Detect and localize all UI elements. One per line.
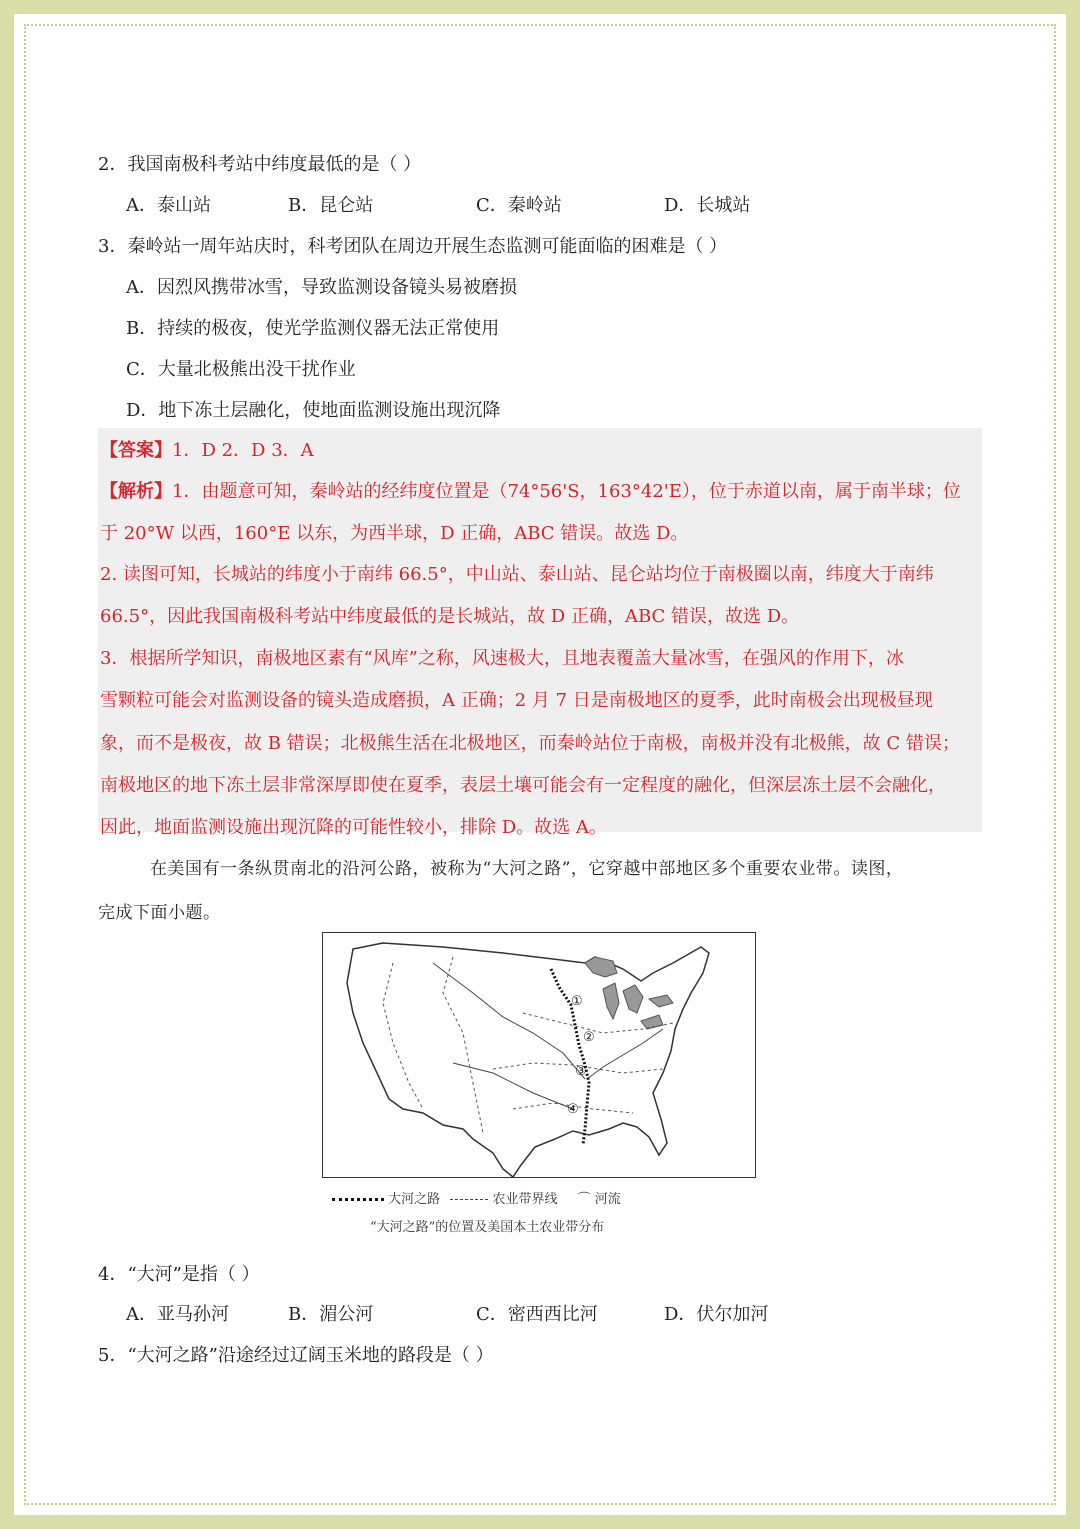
q4-stem: 4．“大河”是指（ ） — [98, 1264, 260, 1285]
legend-road-swatch — [332, 1198, 384, 1201]
map-caption: “大河之路”的位置及美国本土农业带分布 — [370, 1220, 605, 1235]
legend-road-label: 大河之路 — [388, 1192, 441, 1207]
river-arkansas — [453, 1063, 573, 1109]
analysis-line-3: 2. 读图可知，长城站的纬度小于南纬 66.5°，中山站、泰山站、昆仑站均位于南极圈以南，纬度大于南纬 — [100, 564, 934, 585]
analysis-line-5: 3．根据所学知识，南极地区素有“风库”之称，风速极大，且地表覆盖大量冰雪，在强风的作用下，冰 — [100, 648, 904, 669]
q2-stem: 2．我国南极科考站中纬度最低的是（ ） — [98, 154, 422, 175]
legend-boundary-swatch — [450, 1199, 488, 1200]
q4-option-b: B．湄公河 — [288, 1304, 374, 1325]
marker-3: ③ — [575, 1064, 587, 1079]
marker-4: ④ — [567, 1102, 579, 1117]
analysis-line-8: 南极地区的地下冻土层非常深厚即使在夏季，表层土壤可能会有一定程度的融化，但深层冻土层不会融化， — [100, 775, 946, 796]
answer-text: 1．D 2．D 3．A — [172, 440, 314, 461]
analysis-line-9: 因此，地面监测设施出现沉降的可能性较小，排除 D。故选 A。 — [100, 817, 607, 838]
river-legend-icon: ⌒ — [577, 1192, 591, 1207]
analysis-label: 【解析】 — [100, 481, 172, 502]
q3-option-a: A．因烈风携带冰雪，导致监测设备镜头易被磨损 — [126, 277, 517, 298]
answer-line — [100, 436, 314, 462]
legend-river-label: 河流 — [594, 1192, 621, 1207]
q2-option-a: A．泰山站 — [126, 195, 211, 216]
map-legend — [332, 1188, 621, 1207]
q2-option-b: B．昆仑站 — [288, 195, 374, 216]
agri-boundary-2 — [443, 957, 483, 1133]
q5-stem: 5．“大河之路”沿途经过辽阔玉米地的路段是（ ） — [98, 1345, 494, 1366]
marker-2: ② — [583, 1030, 595, 1045]
analysis-line-2: 于 20°W 以西，160°E 以东，为西半球，D 正确，ABC 错误。故选 D。 — [100, 523, 689, 544]
q3-option-d: D．地下冻土层融化，使地面监测设施出现沉降 — [126, 400, 501, 421]
river-ohio — [587, 1029, 663, 1079]
analysis-line-4: 66.5°，因此我国南极科考站中纬度最低的是长城站，故 D 正确，ABC 错误，故选 D。 — [100, 606, 800, 627]
intro-line-2: 完成下面小题。 — [98, 903, 221, 923]
usa-map — [322, 932, 756, 1178]
analysis-text-1: 1．由题意可知，秦岭站的经纬度位置是（74°56'S，163°42'E），位于赤道以南，属于南半球；位 — [172, 481, 961, 502]
analysis-line-6: 雪颗粒可能会对监测设备的镜头造成磨损，A 正确；2 月 7 日是南极地区的夏季，此时南极会出现极昼现 — [100, 690, 933, 711]
us-outline — [347, 943, 709, 1177]
legend-boundary-label: 农业带界线 — [492, 1192, 558, 1207]
river-missouri — [433, 963, 585, 1079]
usa-map-svg — [323, 933, 755, 1177]
answer-label: 【答案】 — [100, 440, 172, 461]
q4-option-a: A．亚马孙河 — [126, 1304, 229, 1325]
analysis-line-7: 象，而不是极夜，故 B 错误；北极熊生活在北极地区，而秦岭站位于南极，南极并没有北极熊，故 C 错误； — [100, 733, 960, 754]
q3-stem: 3．秦岭站一周年站庆时，科考团队在周边开展生态监测可能面临的困难是（ ） — [98, 236, 728, 257]
analysis-line-1 — [100, 477, 961, 503]
q4-option-c: C．密西西比河 — [476, 1304, 598, 1325]
agri-boundary-1 — [383, 963, 423, 1109]
great-lakes — [585, 957, 673, 1029]
great-river-road — [551, 969, 589, 1145]
q3-option-b: B．持续的极夜，使光学监测仪器无法正常使用 — [126, 318, 500, 339]
q3-option-c: C．大量北极熊出没干扰作业 — [126, 359, 356, 380]
q2-option-d: D．长城站 — [664, 195, 751, 216]
q2-option-c: C．秦岭站 — [476, 195, 562, 216]
q4-option-d: D．伏尔加河 — [664, 1304, 769, 1325]
marker-1: ① — [571, 994, 583, 1009]
intro-line-1: 在美国有一条纵贯南北的沿河公路，被称为“大河之路”，它穿越中部地区多个重要农业带。读图， — [150, 859, 904, 879]
